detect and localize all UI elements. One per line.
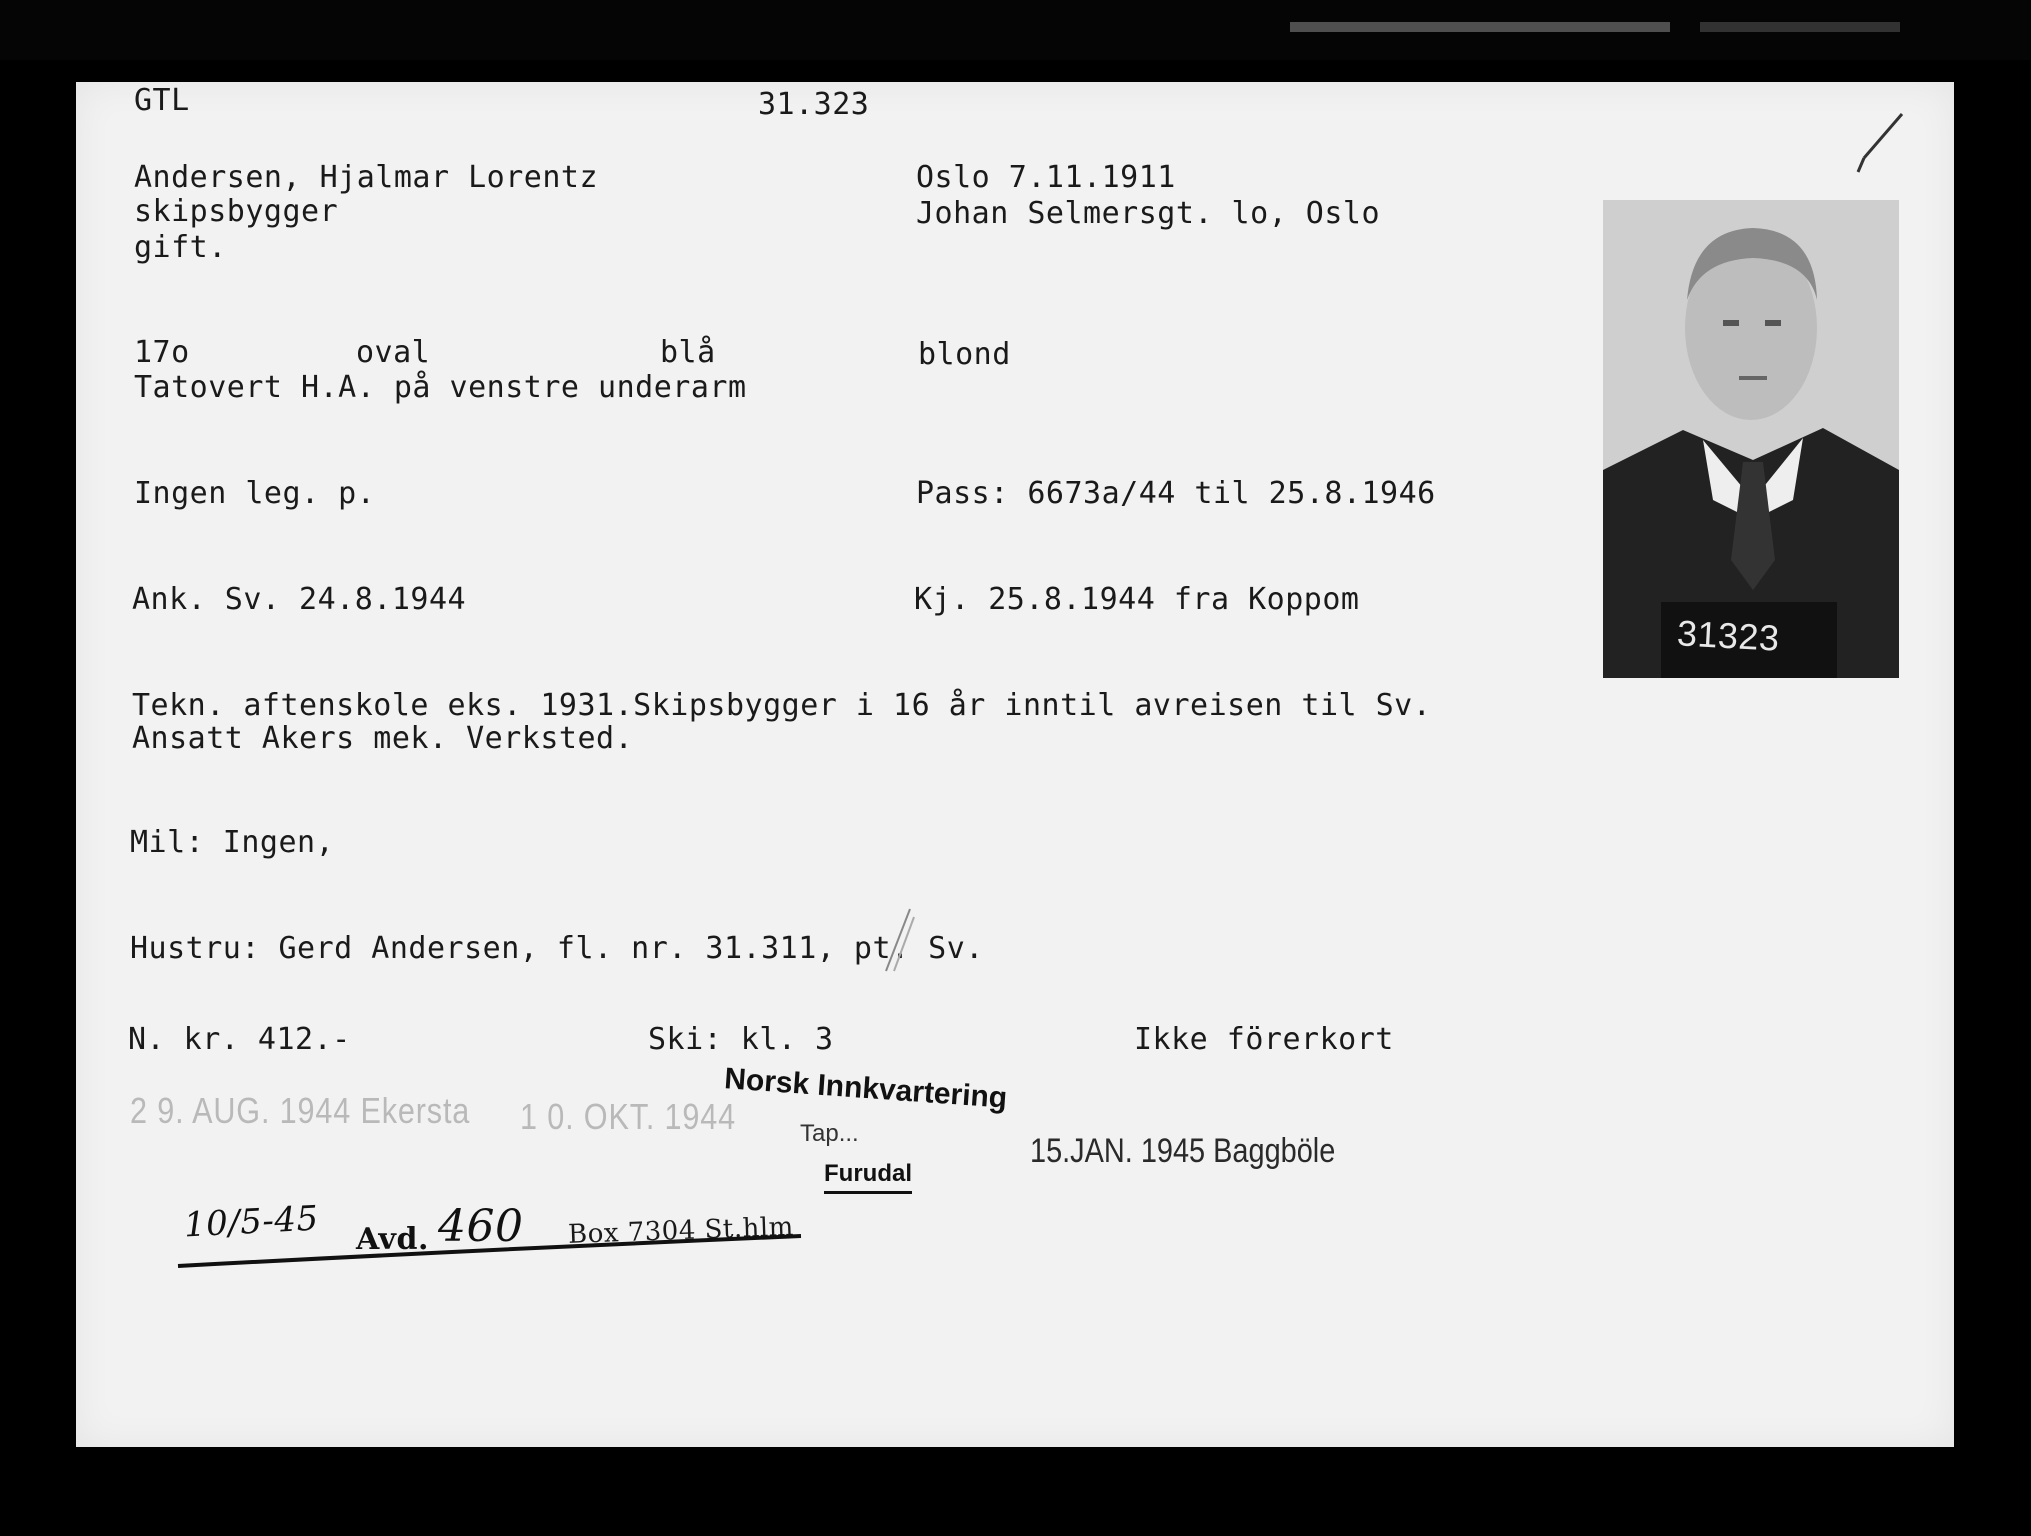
person-name: Andersen, Hjalmar Lorentz [134, 160, 599, 195]
stamp-ekersta: 2 9. AUG. 1944 Ekersta [130, 1090, 471, 1131]
scan-artifact [1290, 22, 1670, 32]
stamp-innkvartering-sub: Tap... [800, 1120, 859, 1147]
funds-amount: N. kr. 412.- [128, 1022, 351, 1057]
passport: Pass: 6673a/44 til 25.8.1946 [916, 476, 1436, 511]
stamp-innkvartering-title: Norsk Innkvartering [723, 1062, 1009, 1115]
file-number: 31.323 [758, 87, 870, 122]
person-marital-status: gift. [134, 230, 227, 265]
scan-artifact [1700, 22, 1900, 32]
arrival: Ank. Sv. 24.8.1944 [132, 582, 467, 617]
pencil-slash-mark [880, 905, 920, 975]
box-address: Box 7304 St.hlm [567, 1212, 795, 1250]
military: Mil: Ingen, [130, 825, 335, 860]
photo-placard-number: 31323 [1676, 612, 1781, 659]
departure: Kj. 25.8.1944 fra Koppom [914, 582, 1360, 617]
background-line-2: Ansatt Akers mek. Verksted. [132, 721, 634, 756]
person-occupation: skipsbygger [134, 194, 339, 229]
desc-height: 17o [134, 335, 190, 370]
underline-stroke [176, 1230, 816, 1270]
portrait-image [1603, 200, 1899, 678]
handwritten-avd-label: Avd. [356, 1222, 429, 1257]
desc-face: oval [356, 335, 431, 370]
spouse: Hustru: Gerd Andersen, fl. nr. 31.311, pt. Sv. [130, 931, 984, 966]
handwritten-date: 10/5-45 [183, 1198, 320, 1246]
ski-class: Ski: kl. 3 [648, 1022, 834, 1057]
background-line-1: Tekn. aftenskole eks. 1931.Skipsbygger i 16 år inntil avreisen til Sv. [132, 688, 1432, 723]
portrait-photo [1603, 200, 1899, 678]
desc-eyes: blå [660, 335, 716, 370]
stamp-october: 1 0. OKT. 1944 [520, 1096, 737, 1137]
card-code: GTL [134, 83, 190, 118]
desc-hair: blond [918, 337, 1011, 372]
stamp-innkvartering-place: Furudal [824, 1160, 912, 1194]
person-address: Johan Selmersgt. lo, Oslo [916, 196, 1381, 231]
stamp-baggbole: 15.JAN. 1945 Baggböle [1030, 1132, 1336, 1170]
handwritten-avd-number: 460 [438, 1201, 524, 1252]
legitimation: Ingen leg. p. [134, 476, 376, 511]
check-mark-icon [1850, 110, 1910, 180]
desc-marks: Tatovert H.A. på venstre underarm [134, 370, 747, 405]
person-birth: Oslo 7.11.1911 [916, 160, 1176, 195]
driver-license: Ikke förerkort [1134, 1022, 1394, 1057]
